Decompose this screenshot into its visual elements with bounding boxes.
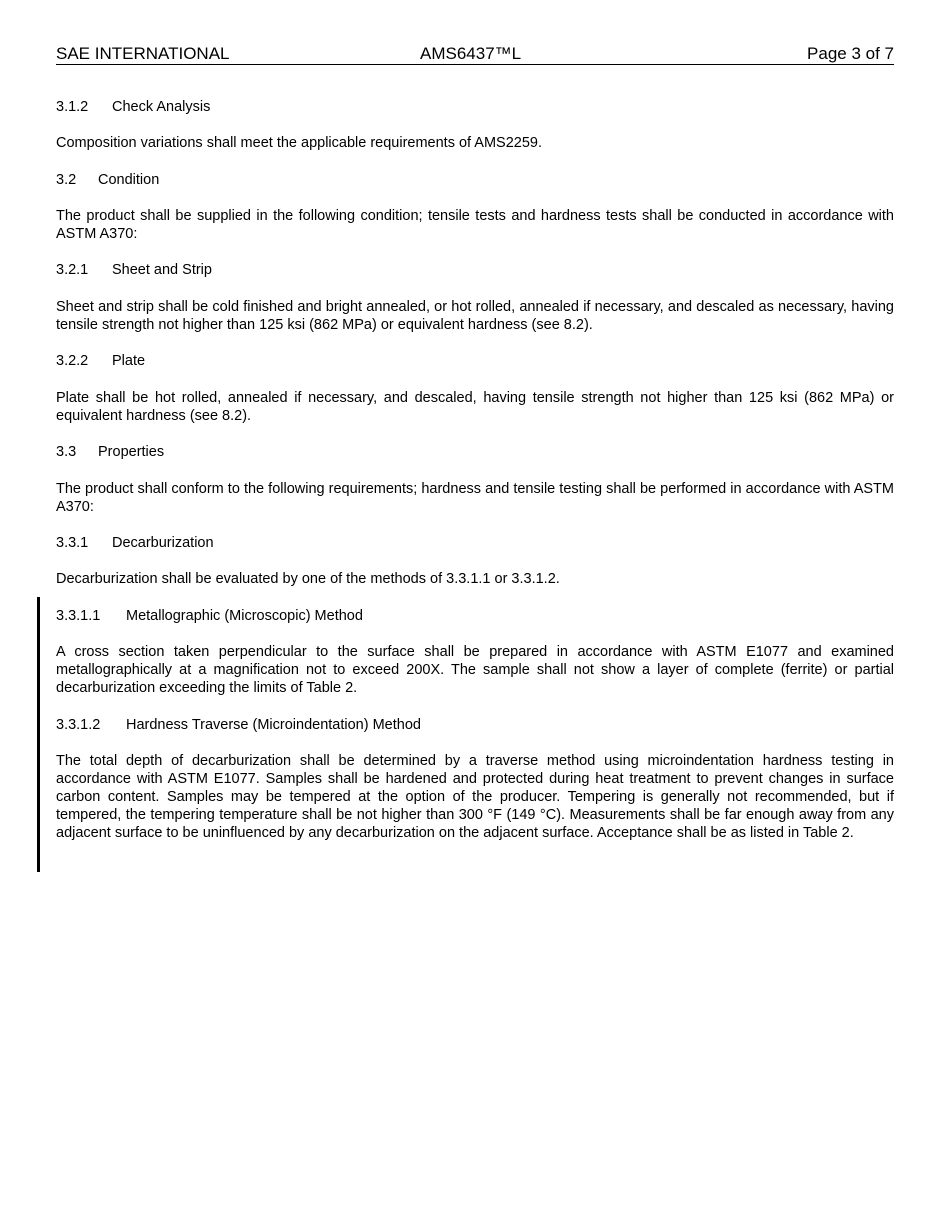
section-number: 3.3 (56, 444, 77, 460)
paragraph: The product shall conform to the following requirements; hardness and tensile testing shall be performed in accordance with ASTM A370: (56, 481, 894, 515)
section-title: Check Analysis (112, 99, 211, 115)
section-number: 3.2.2 (56, 353, 89, 369)
paragraph: Plate shall be hot rolled, annealed if necessary, and descaled, having tensile strength not higher than 125 ksi (862 MPa) or equivalent hardness (see 8.2). (56, 390, 894, 424)
section-heading-3-3-1-2 (56, 716, 421, 734)
paragraph: Composition variations shall meet the applicable requirements of AMS2259. (56, 135, 543, 151)
section-title: Properties (98, 444, 165, 460)
header-page-number: Page 3 of 7 (807, 44, 894, 63)
paragraph: Sheet and strip shall be cold finished and bright annealed, or hot rolled, annealed if necessary, and descaled as necessary, having tensile strength not higher than 125 ksi (862 MPa) or equivalent hardness (see 8.2). (56, 299, 894, 333)
revision-change-bar (37, 597, 40, 872)
header-organization: SAE INTERNATIONAL (56, 44, 230, 63)
paragraph: The total depth of decarburization shall be determined by a traverse method using microindentation hardness testing in accordance with ASTM E1077. Samples shall be hardened and protected during heat treatment to prevent changes in surface carbon content. Samples may be tempered at the option of the producer. Tempering is generally not recommended, but if tempered, the tempering temperature shall be not higher than 300 °F (149 °C). Measurements shall be far enough away from any adjacent surface to be uninfluenced by any decarburization on the adjacent surface. Acceptance shall be as listed in Table 2. (56, 753, 894, 841)
section-title: Hardness Traverse (Microindentation) Method (126, 717, 421, 733)
section-title: Plate (112, 353, 146, 369)
section-title: Metallographic (Microscopic) Method (126, 608, 363, 624)
section-title: Sheet and Strip (112, 262, 212, 278)
section-number: 3.3.1.1 (56, 608, 101, 624)
section-number: 3.3.1.2 (56, 717, 101, 733)
section-number: 3.3.1 (56, 535, 89, 551)
paragraph: Decarburization shall be evaluated by one of the methods of 3.3.1.1 or 3.3.1.2. (56, 571, 560, 587)
section-title: Decarburization (112, 535, 214, 551)
section-heading-3-3 (56, 443, 164, 461)
section-heading-3-2-2 (56, 352, 145, 370)
section-heading-3-3-1-1 (56, 607, 363, 625)
section-heading-3-2-1 (56, 261, 212, 279)
section-heading-3-2 (56, 171, 159, 189)
paragraph: The product shall be supplied in the following condition; tensile tests and hardness tests shall be conducted in accordance with ASTM A370: (56, 208, 894, 242)
section-number: 3.1.2 (56, 99, 89, 115)
page-header (56, 44, 894, 65)
header-document-number: AMS6437™L (420, 44, 522, 63)
paragraph: A cross section taken perpendicular to the surface shall be prepared in accordance with ASTM E1077 and examined metallographically at a magnification not to exceed 200X. The sample shall not show a layer of complete (ferrite) or partial decarburization exceeding the limits of Table 2. (56, 644, 894, 696)
section-number: 3.2.1 (56, 262, 89, 278)
section-number: 3.2 (56, 172, 77, 188)
section-heading-3-3-1 (56, 534, 214, 552)
section-title: Condition (98, 172, 160, 188)
section-heading-3-1-2 (56, 98, 210, 116)
